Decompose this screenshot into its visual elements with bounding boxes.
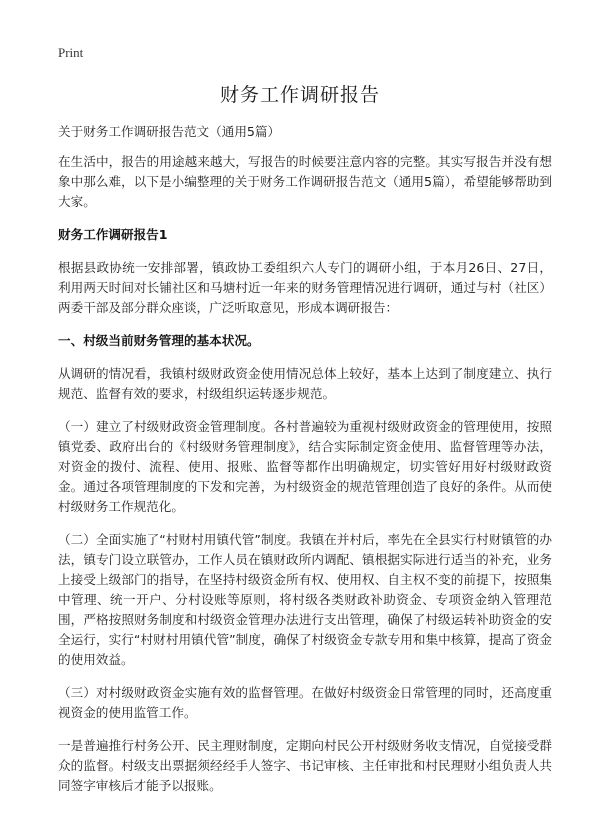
page-title: 财务工作调研报告 <box>219 84 380 106</box>
overview-paragraph: 从调研的情况看，我镇村级财政资金使用情况总体上较好，基本上达到了制度建立、执行规范、监督有效的要求，村级组织运转逐步规范。 <box>58 366 552 401</box>
section-heading: 一、村级当前财务管理的基本状况。 <box>58 333 260 348</box>
document-body <box>58 122 552 809</box>
report-heading: 财务工作调研报告1 <box>58 227 168 242</box>
item-paragraph-2: （二）全面实施了“村财村用镇代管”制度。我镇在并村后，率先在全县实行村财镇管的办法，镇专门设立联管办，工作人员在镇财政所内调配、镇根据实际进行适当的补充，业务上接受上级部门的指导，在坚持村级资金所有权、使用权、自主权不变的前提下，按照集中管理、统一开户、分村设账等原则，将村级各类财政补助资金、专项资金纳入管理范围，严格按照财务制度和村级资金管理办法进行支出管理，确保了村级运转补助资金的安全运行，实行“村财村用镇代管”制度，确保了村级资金专款专用和集中核算，提高了资金的使用效益。 <box>58 532 552 667</box>
item-paragraph-4: 一是普遍推行村务公开、民主理财制度，定期向村民公开村级财务收支情况，自觉接受群众的监督。村级支出票据须经经手人签字、书记审核、主任审批和村民理财小组负责人共同签字审核后才能予以报账。 <box>58 738 552 793</box>
intro-paragraph: 在生活中，报告的用途越来越大，写报告的时候要注意内容的完整。其实写报告并没有想象中那么难，以下是小编整理的关于财务工作调研报告范文（通用5篇），希望能够帮助到大家。 <box>58 154 552 209</box>
print-link[interactable]: Print <box>58 45 84 60</box>
item-paragraph-3: （三）对村级财政资金实施有效的监督管理。在做好村级资金日常管理的同时，还高度重视资金的使用监管工作。 <box>58 685 552 720</box>
item-paragraph-1: （一）建立了村级财政资金管理制度。各村普遍较为重视村级财政资金的管理使用，按照镇党委、政府出台的《村级财务管理制度》，结合实际制定资金使用、监督管理等办法，对资金的拨付、流程、使用、报账、监督等都作出明确规定，切实管好用好村级财政资金。通过各项管理制度的下发和完善，为村级资金的规范管理创造了良好的条件。从而使村级财务工作规范化。 <box>58 419 552 514</box>
report-intro-paragraph: 根据县政协统一安排部署，镇政协工委组织六人专门的调研小组，于本月26日、27日，利用两天时间对长铺社区和马塘村近一年来的财务管理情况进行调研，通过与村（社区）两委干部及部分群众座谈，广泛听取意见，形成本调研报告： <box>58 260 552 315</box>
subtitle: 关于财务工作调研报告范文（通用5篇） <box>58 124 281 139</box>
